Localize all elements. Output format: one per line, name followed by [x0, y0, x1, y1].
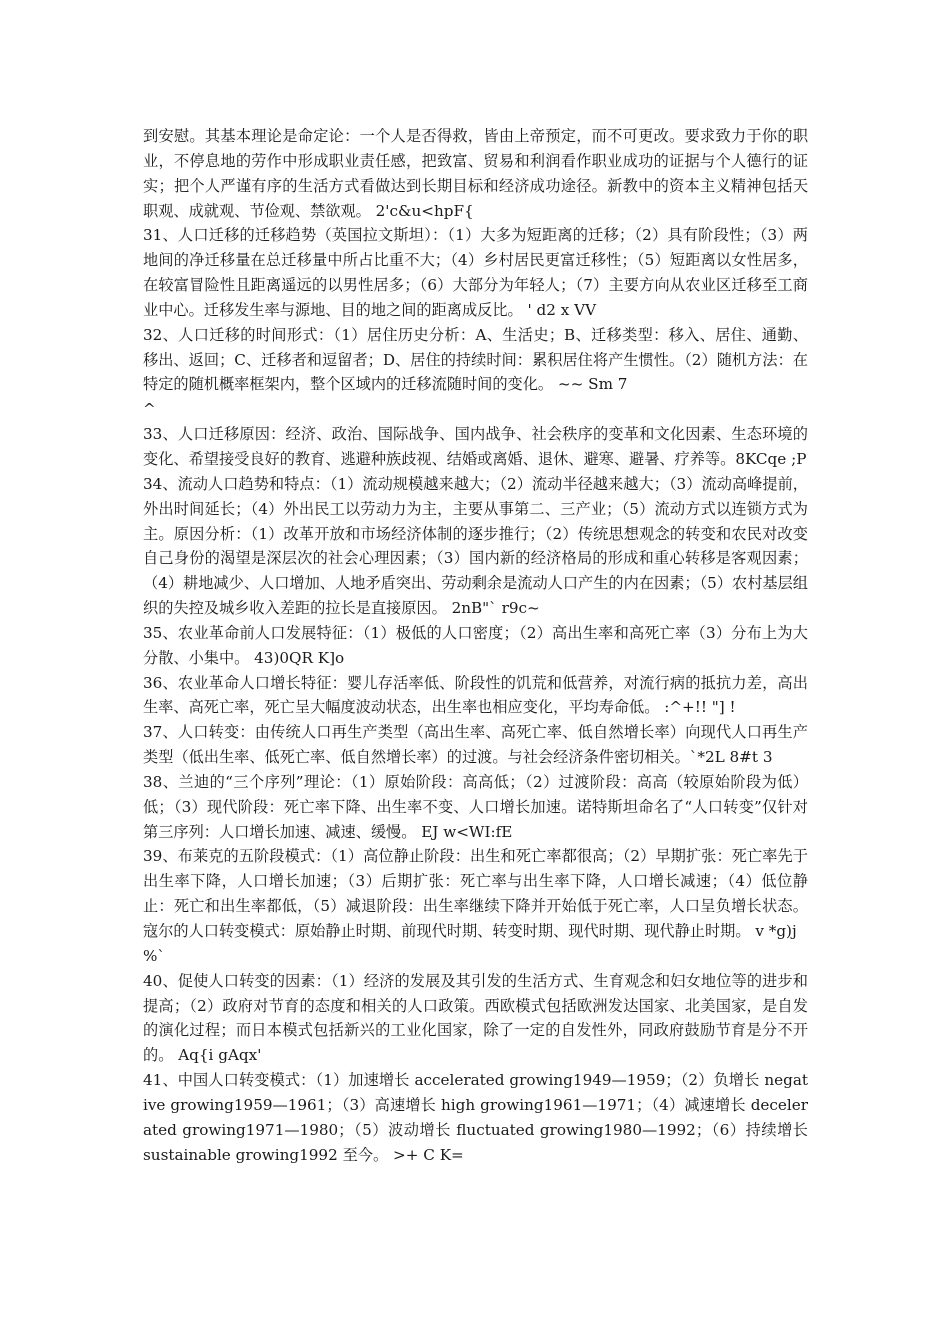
document-page	[143, 124, 808, 1167]
paragraph-34: 34、流动人口趋势和特点：（1）流动规模越来越大；（2）流动半径越来越大；（3）流动高峰提前，外出时间延长；（4）外出民工以劳动力为主，主要从事第二、三产业；（5）流动方式以连锁方式为主。原因分析：（1）改革开放和市场经济体制的逐步推行；（2）传统思想观念的转变和农民对改变自己身份的渴望是深层次的社会心理因素；（3）国内新的经济格局的形成和重心转移是客观因素；（4）耕地减少、人口增加、人地矛盾突出、劳动剩余是流动人口产生的内在因素；（5）农村基层组织的失控及城乡收入差距的拉长是直接原因。 2nB"` r9c~	[143, 474, 808, 618]
paragraph-37: 37、人口转变：由传统人口再生产类型（高出生率、高死亡率、低自然增长率）向现代人口再生产类型（低出生率、低死亡率、低自然增长率）的过渡。与社会经济条件密切相关。`*2L 8#t 3	[143, 723, 808, 767]
paragraph-31: 31、人口迁移的迁移趋势（英国拉文斯坦）：（1）大多为短距离的迁移；（2）具有阶段性；（3）两地间的净迁移量在总迁移量中所占比重不大；（4）乡村居民更富迁移性；（5）短距离以女性居多，在较富冒险性且距离遥远的以男性居多；（6）大部分为年轻人；（7）主要方向从农业区迁移至工商业中心。迁移发生率与源地、目的地之间的距离成反比。 ' d2 x VV	[143, 226, 808, 319]
paragraph-32: 32、人口迁移的时间形式：（1）居住历史分析：A、生活史；B、迁移类型：移入、居住、通勤、移出、返回；C、迁移者和逗留者；D、居住的持续时间：累积居住将产生惯性。（2）随机方法：在特定的随机概率框架内，整个区域内的迁移流随时间的变化。 ~~ Sm 7	[143, 325, 808, 394]
stray-line: %`	[143, 946, 166, 965]
paragraph-41: 41、中国人口转变模式：（1）加速增长 accelerated growing1949—1959；（2）负增长 negative growing1959—1961；（3）高速增长 high growing1961—1971；（4）减速增长 decelerated growing1971—1980；（5）波动增长 fluctuated growing1980—1992；（6）持续增长 sustainable growing1992 至今。 >+ C K=	[143, 1071, 808, 1164]
paragraph-39: 39、布莱克的五阶段模式：（1）高位静止阶段：出生和死亡率都很高；（2）早期扩张：死亡率先于出生率下降，人口增长加速；（3）后期扩张：死亡率与出生率下降，人口增长减速；（4）低位静止：死亡和出生率都低，（5）减退阶段：出生率继续下降并开始低于死亡率，人口呈负增长状态。寇尔的人口转变模式：原始静止时期、前现代时期、转变时期、现代时期、现代静止时期。 v *g)j	[143, 847, 808, 940]
paragraph-continuation: 到安慰。其基本理论是命定论：一个人是否得救，皆由上帝预定，而不可更改。要求致力于你的职业，不停息地的劳作中形成职业责任感，把致富、贸易和利润看作职业成功的证据与个人德行的证实；把个人严谨有序的生活方式看做达到长期目标和经济成功途径。新教中的资本主义精神包括天职观、成就观、节俭观、禁欲观。 2'c&u<hpF{	[143, 127, 808, 220]
paragraph-40: 40、促使人口转变的因素：（1）经济的发展及其引发的生活方式、生育观念和妇女地位等的进步和提高；（2）政府对节育的态度和相关的人口政策。西欧模式包括欧洲发达国家、北美国家，是自发的演化过程；而日本模式包括新兴的工业化国家，除了一定的自发性外，同政府鼓励节育是分不开的。 Aq{i gAqx'	[143, 971, 808, 1065]
paragraph-35: 35、农业革命前人口发展特征：（1）极低的人口密度；（2）高出生率和高死亡率（3）分布上为大分散、小集中。 43)0QR K]o	[143, 623, 808, 667]
stray-line: ^	[143, 400, 156, 419]
paragraph-36: 36、农业革命人口增长特征：婴儿存活率低、阶段性的饥荒和低营养，对流行病的抵抗力差，高出生率、高死亡率，死亡呈大幅度波动状态，出生率也相应变化，平均寿命低。 :^+!! "] !	[143, 673, 808, 717]
paragraph-33: 33、人口迁移原因：经济、政治、国际战争、国内战争、社会秩序的变革和文化因素、生态环境的变化、希望接受良好的教育、逃避种族歧视、结婚或离婚、退休、避寒、避暑、疗养等。8KCqe ;P	[143, 425, 808, 468]
paragraph-38: 38、兰迪的“三个序列”理论：（1）原始阶段：高高低；（2）过渡阶段：高高（较原始阶段为低）低；（3）现代阶段：死亡率下降、出生率不变、人口增长加速。诺特斯坦命名了“人口转变”仅针对第三序列：人口增长加速、减速、缓慢。 EJ w<WI:fE	[143, 772, 808, 841]
